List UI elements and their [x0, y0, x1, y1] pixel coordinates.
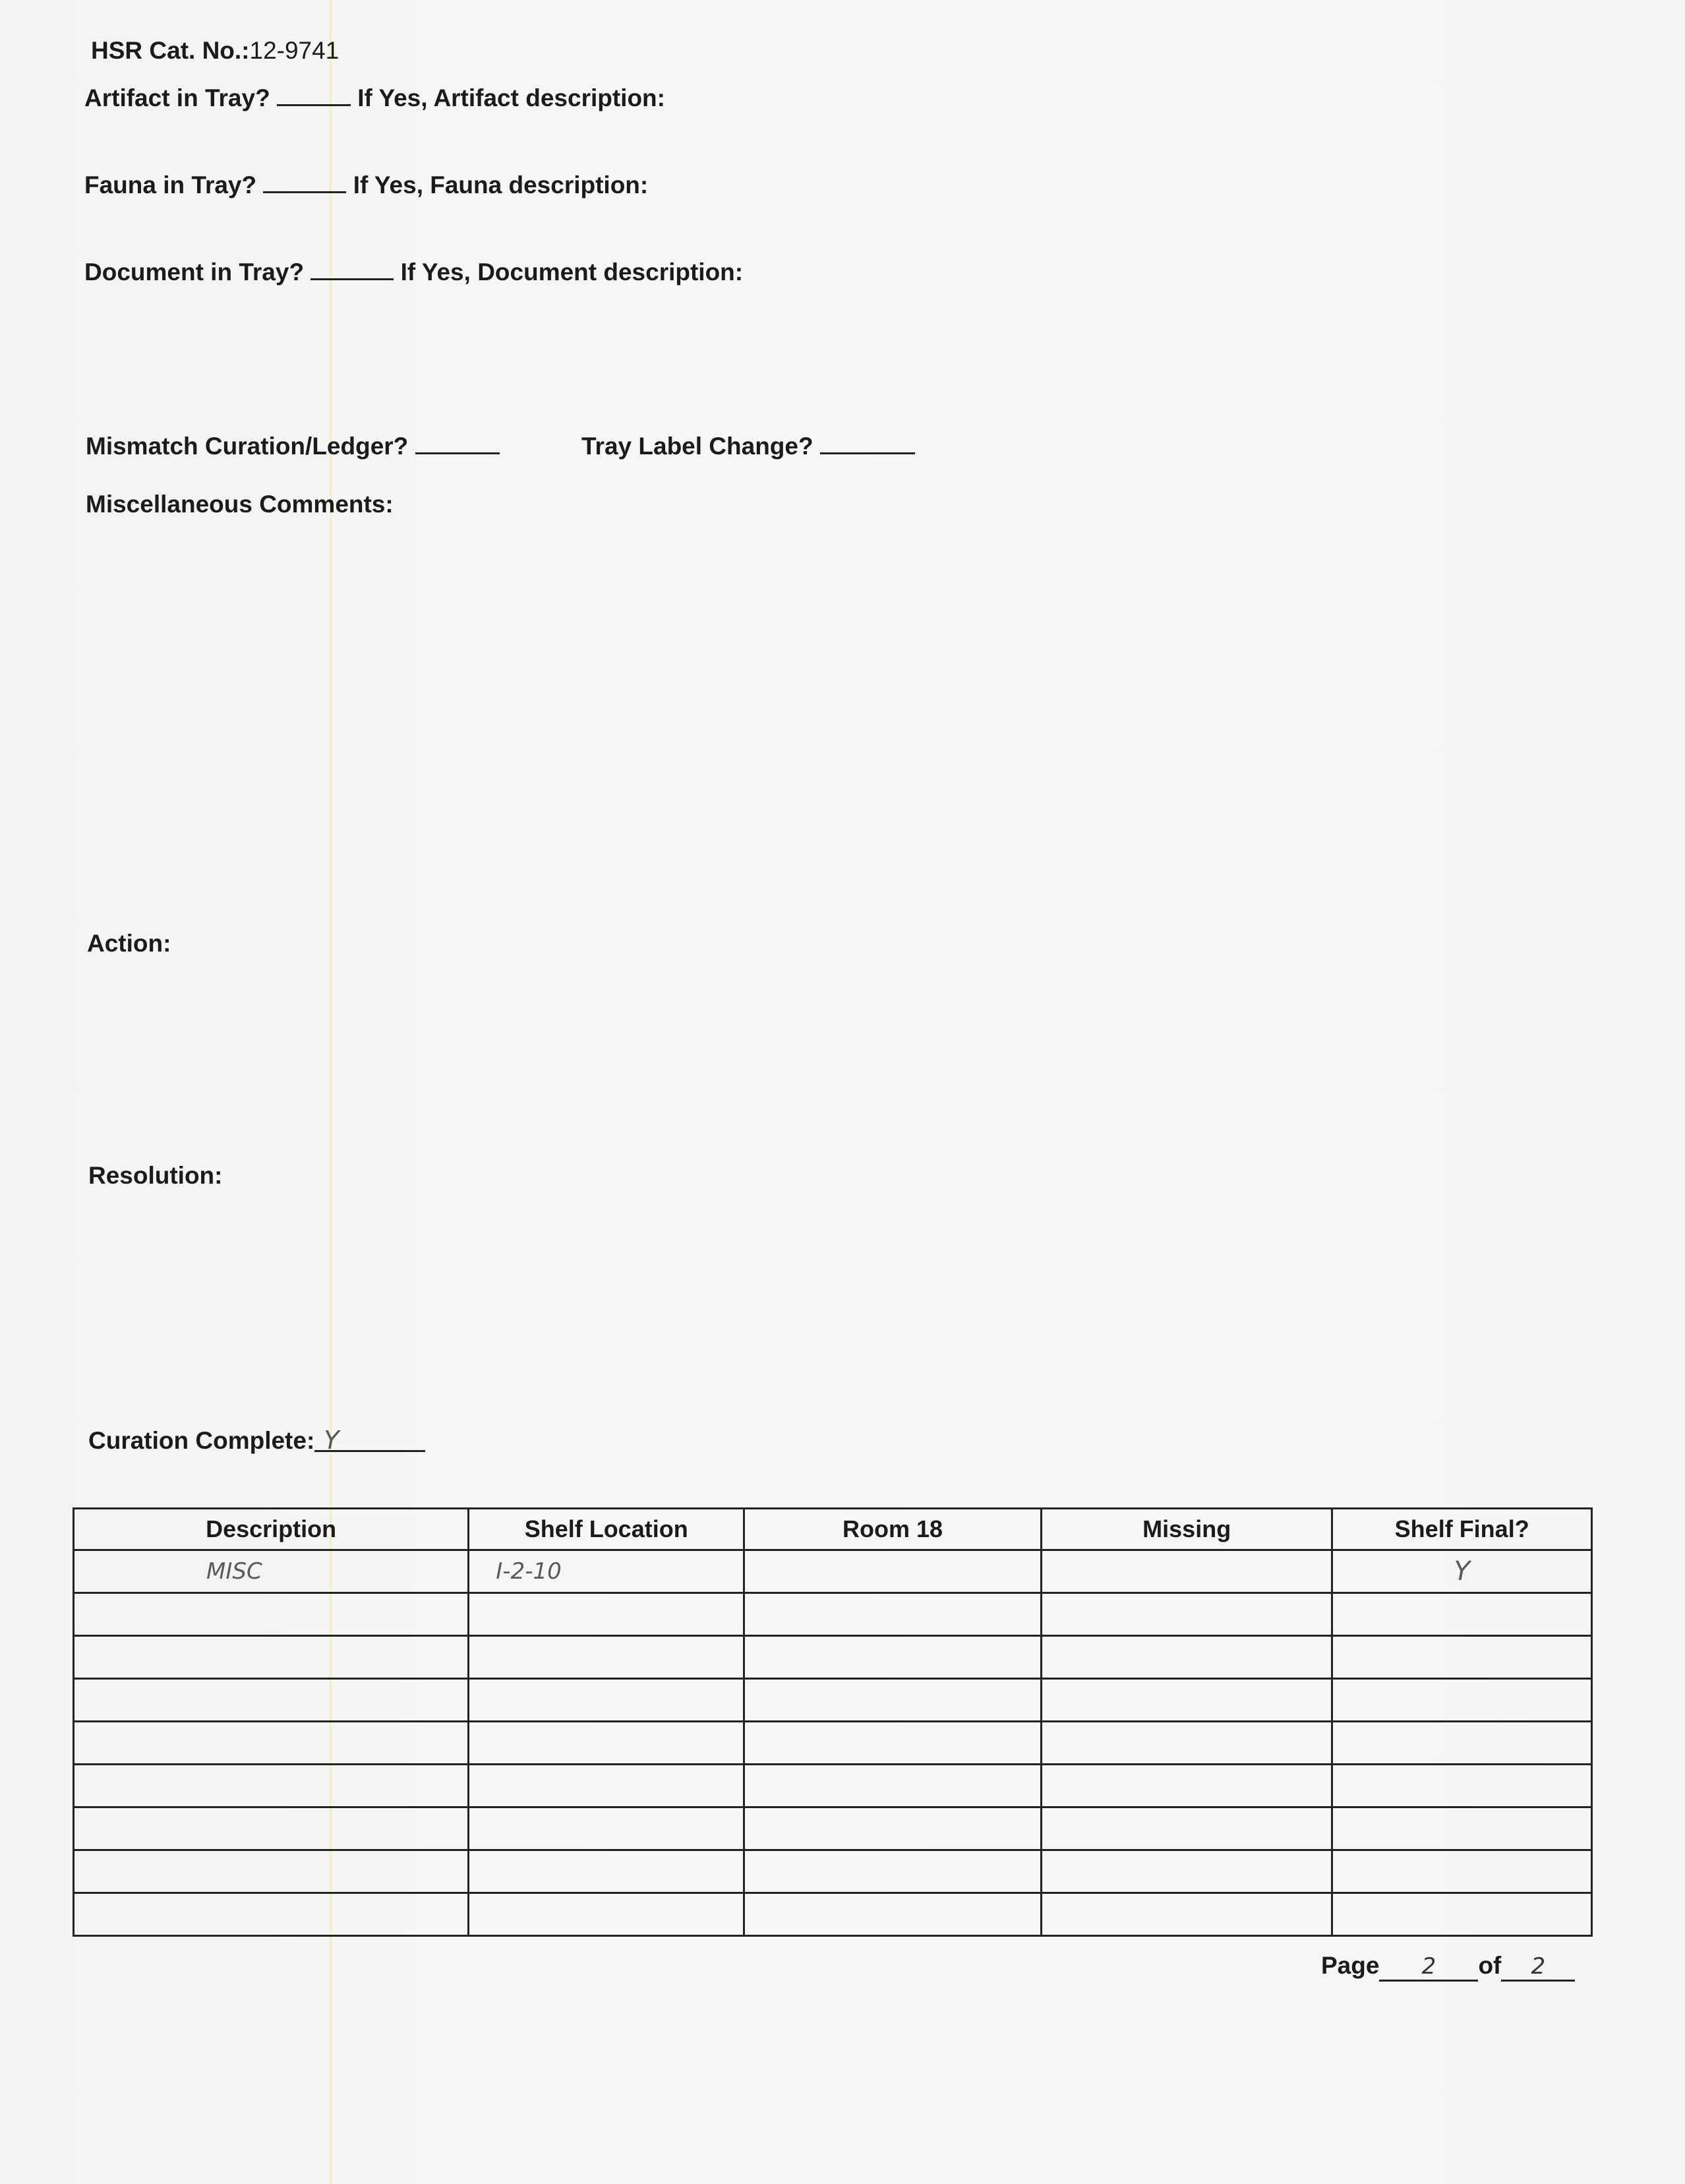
table-cell[interactable]: [1042, 1636, 1332, 1679]
table-cell[interactable]: [74, 1679, 469, 1722]
table-cell[interactable]: [744, 1636, 1042, 1679]
table-cell[interactable]: [1332, 1765, 1592, 1807]
tray-label-question: Tray Label Change?: [581, 433, 813, 460]
table-cell[interactable]: [1332, 1593, 1592, 1636]
table-row: [74, 1636, 1592, 1679]
page-total-field[interactable]: 2: [1501, 1953, 1575, 1982]
curation-complete-label: Curation Complete:: [88, 1427, 315, 1454]
table-row: [74, 1893, 1592, 1936]
table-cell[interactable]: [469, 1679, 744, 1722]
table-cell-shelf-final[interactable]: Y: [1332, 1550, 1592, 1593]
table-cell[interactable]: [1042, 1765, 1332, 1807]
table-cell[interactable]: [1332, 1893, 1592, 1936]
curation-table: [73, 1507, 1593, 1937]
artifact-answer-field[interactable]: [277, 84, 351, 106]
of-label: of: [1478, 1952, 1502, 1979]
table-cell[interactable]: [744, 1679, 1042, 1722]
table-cell[interactable]: [469, 1722, 744, 1765]
column-header-shelf-final: Shelf Final?: [1332, 1509, 1592, 1550]
misc-comments-label: Miscellaneous Comments:: [86, 491, 394, 518]
tray-label-answer-field[interactable]: [820, 433, 915, 454]
mismatch-answer-field[interactable]: [415, 433, 500, 454]
mismatch-line: [86, 433, 500, 460]
table-cell-description[interactable]: MISC: [74, 1550, 469, 1593]
table-cell[interactable]: [1332, 1722, 1592, 1765]
table-cell[interactable]: [469, 1850, 744, 1893]
fauna-line: [84, 171, 648, 199]
table-row: [74, 1807, 1592, 1850]
table-cell[interactable]: [469, 1893, 744, 1936]
fauna-question: Fauna in Tray?: [84, 171, 257, 198]
table-cell[interactable]: [74, 1636, 469, 1679]
table-cell[interactable]: [744, 1850, 1042, 1893]
table-cell[interactable]: [1042, 1807, 1332, 1850]
table-row: [74, 1550, 1592, 1593]
table-cell[interactable]: [744, 1765, 1042, 1807]
fauna-description-label: If Yes, Fauna description:: [353, 171, 649, 198]
table-cell[interactable]: [469, 1593, 744, 1636]
document-question: Document in Tray?: [84, 258, 305, 286]
table-cell[interactable]: [469, 1636, 744, 1679]
table-cell[interactable]: [1042, 1850, 1332, 1893]
column-header-shelf-location: Shelf Location: [469, 1509, 744, 1550]
table-cell[interactable]: [1042, 1679, 1332, 1722]
table-cell[interactable]: [744, 1593, 1042, 1636]
table-cell[interactable]: [744, 1722, 1042, 1765]
table-cell[interactable]: [1332, 1807, 1592, 1850]
page-count: [1321, 1952, 1575, 1982]
table-row: [74, 1679, 1592, 1722]
table-cell[interactable]: [744, 1807, 1042, 1850]
table-cell[interactable]: [469, 1765, 744, 1807]
table-cell[interactable]: [1332, 1636, 1592, 1679]
table-cell[interactable]: [1042, 1893, 1332, 1936]
table-row: [74, 1850, 1592, 1893]
document-description-label: If Yes, Document description:: [400, 258, 744, 286]
table-row: [74, 1765, 1592, 1807]
table-header-row: [74, 1509, 1592, 1550]
table-cell-missing[interactable]: [1042, 1550, 1332, 1593]
tray-label-line: [581, 433, 915, 460]
table-cell[interactable]: [74, 1893, 469, 1936]
table-cell[interactable]: [74, 1850, 469, 1893]
mismatch-question: Mismatch Curation/Ledger?: [86, 433, 409, 460]
catalog-number-label: HSR Cat. No.:: [91, 37, 250, 64]
table-cell-room-18[interactable]: [744, 1550, 1042, 1593]
artifact-line: [84, 84, 665, 112]
resolution-label: Resolution:: [88, 1162, 223, 1189]
catalog-number-value: 12-9741: [249, 37, 340, 64]
table-cell[interactable]: [1332, 1850, 1592, 1893]
document-line: [84, 258, 743, 286]
table-row: [74, 1722, 1592, 1765]
artifact-question: Artifact in Tray?: [84, 84, 270, 111]
table-cell[interactable]: [74, 1807, 469, 1850]
table-cell[interactable]: [74, 1722, 469, 1765]
column-header-missing: Missing: [1042, 1509, 1332, 1550]
table-cell[interactable]: [744, 1893, 1042, 1936]
table-cell-shelf-location[interactable]: I-2-10: [469, 1550, 744, 1593]
fauna-answer-field[interactable]: [263, 171, 346, 193]
curation-complete-field[interactable]: Y: [314, 1426, 425, 1452]
table-cell[interactable]: [74, 1593, 469, 1636]
table-cell[interactable]: [1042, 1722, 1332, 1765]
table-cell[interactable]: [1042, 1593, 1332, 1636]
table-cell[interactable]: [74, 1765, 469, 1807]
page-number-field[interactable]: 2: [1379, 1953, 1478, 1982]
action-label: Action:: [87, 930, 171, 957]
curation-complete-line: [88, 1426, 425, 1455]
column-header-description: Description: [74, 1509, 469, 1550]
table-cell[interactable]: [1332, 1679, 1592, 1722]
page-label: Page: [1321, 1952, 1380, 1979]
column-header-room-18: Room 18: [744, 1509, 1042, 1550]
artifact-description-label: If Yes, Artifact description:: [357, 84, 665, 111]
table-row: [74, 1593, 1592, 1636]
catalog-number-line: [91, 37, 339, 65]
table-cell[interactable]: [469, 1807, 744, 1850]
document-answer-field[interactable]: [310, 258, 394, 280]
